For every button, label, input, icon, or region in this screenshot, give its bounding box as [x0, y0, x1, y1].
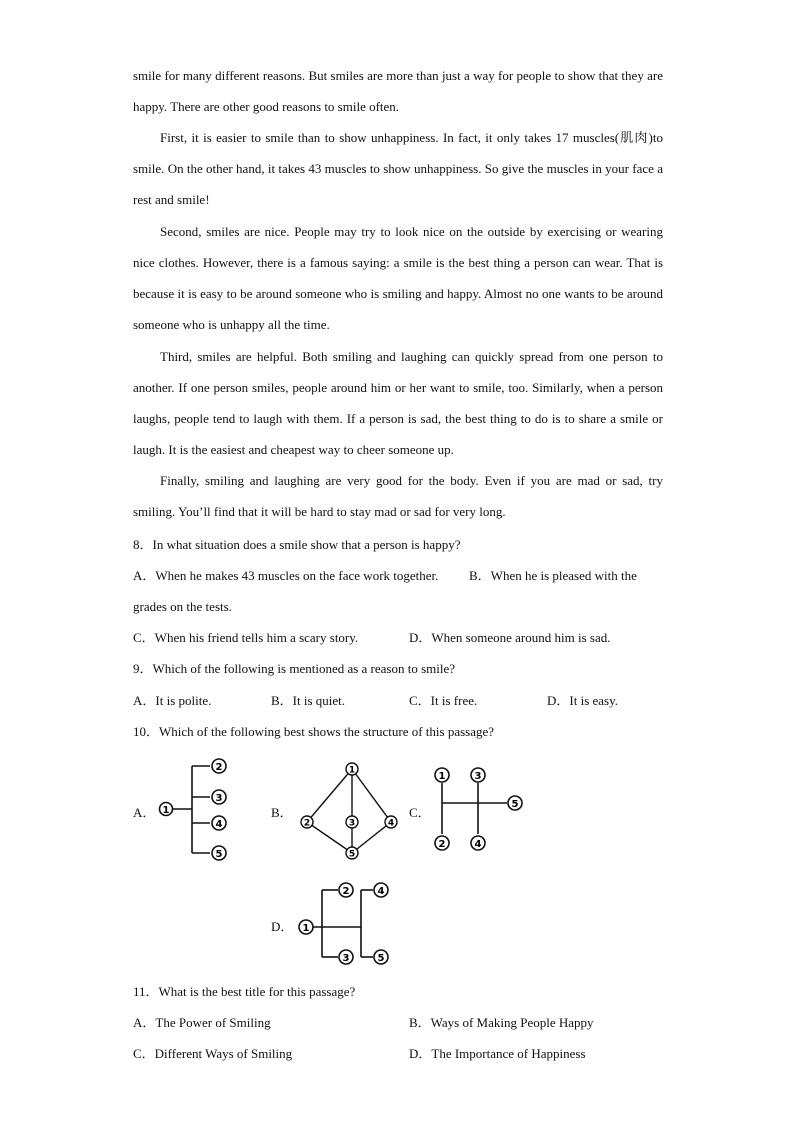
diagram-d-node-5: 5	[377, 953, 385, 964]
diagram-a-node-3: 3	[215, 793, 223, 804]
passage-paragraph-4: Finally, smiling and laughing are very good for the body. Even if you are mad or sad, try smiling. You’ll find that it will be hard to stay mad or sad for very long.	[133, 473, 663, 519]
diagram-c-node-5: 5	[511, 799, 519, 810]
question-11-option-d: D．The Importance of Happiness	[409, 1046, 586, 1061]
question-8-option-b: B．When he is pleased with the	[469, 568, 637, 583]
question-10-option-d-label: D．	[271, 919, 294, 934]
question-9-stem: 9．Which of the following is mentioned as a reason to smile?	[133, 661, 456, 676]
question-11-option-a: A．The Power of Smiling	[133, 1015, 271, 1030]
question-9-option-c: C．It is free.	[409, 693, 478, 708]
diagram-c-node-1: 1	[438, 771, 446, 782]
question-10-option-c-label: C．	[409, 805, 431, 820]
diagram-a-node-4: 4	[215, 819, 223, 830]
question-11-option-b: B．Ways of Making People Happy	[409, 1015, 594, 1030]
passage-paragraph-3: Third, smiles are helpful. Both smiling and laughing can quickly spread from one person to another. If one person smiles, people around him or her want to smile, too. Similarly, when a person laughs, people tend to laugh with them. If a person is sad, the best thing to do is to share a smile or laugh. It is the easiest and cheapest way to cheer someone up.	[133, 349, 663, 457]
diagram-d-node-2: 2	[342, 886, 350, 897]
diagram-a-node-5: 5	[215, 849, 223, 860]
diagram-b-node-4: 4	[387, 818, 395, 829]
diagram-option-b	[295, 760, 405, 864]
question-8-option-a: A．When he makes 43 muscles on the face work together.	[133, 568, 439, 583]
diagram-d-node-4: 4	[377, 886, 385, 897]
diagram-option-a	[154, 756, 234, 864]
diagram-c-node-4: 4	[474, 839, 482, 850]
question-11-stem: 11．What is the best title for this passage?	[133, 984, 356, 999]
diagram-c-node-2: 2	[438, 839, 446, 850]
question-8-option-b-continued: grades on the tests.	[133, 599, 232, 614]
diagram-b-node-2: 2	[303, 818, 311, 829]
passage-paragraph-0: smile for many different reasons. But smiles are more than just a way for people to show that they are happy. There are other good reasons to smile often.	[133, 68, 663, 114]
diagram-option-d	[296, 878, 396, 970]
question-10-option-a-label: A．	[133, 805, 156, 820]
diagram-c-node-3: 3	[474, 771, 482, 782]
diagram-option-c	[432, 764, 528, 858]
question-11-option-c: C．Different Ways of Smiling	[133, 1046, 293, 1061]
question-9-option-b: B．It is quiet.	[271, 693, 346, 708]
passage-paragraph-2: Second, smiles are nice. People may try to look nice on the outside by exercising or wearing nice clothes. However, there is a famous saying: a smile is the best thing a person can wear. That is because it is easy to be around someone who is smiling and happy. Almost no one wants to be around someone who is unhappy all the time.	[133, 224, 663, 332]
question-8-option-d: D．When someone around him is sad.	[409, 630, 611, 645]
question-10-option-b-label: B．	[271, 805, 293, 820]
question-8-option-c: C．When his friend tells him a scary story.	[133, 630, 359, 645]
question-9-option-a: A．It is polite.	[133, 693, 212, 708]
diagram-d-node-3: 3	[342, 953, 350, 964]
diagram-b-node-3: 3	[348, 818, 356, 829]
diagram-a-node-1: 1	[162, 805, 170, 816]
question-8-stem: 8．In what situation does a smile show that a person is happy?	[133, 537, 461, 552]
diagram-b-node-5: 5	[348, 849, 356, 860]
diagram-d-node-1: 1	[302, 923, 310, 934]
passage-paragraph-1: First, it is easier to smile than to show unhappiness. In fact, it only takes 17 muscles(肌肉)to smile. On the other hand, it takes 43 muscles to show unhappiness. So give the muscles in your face a rest and smile!	[133, 130, 663, 207]
question-9-option-d: D．It is easy.	[547, 693, 619, 708]
diagram-a-node-2: 2	[215, 762, 223, 773]
question-10-stem: 10．Which of the following best shows the structure of this passage?	[133, 724, 495, 739]
diagram-b-node-1: 1	[348, 765, 356, 776]
